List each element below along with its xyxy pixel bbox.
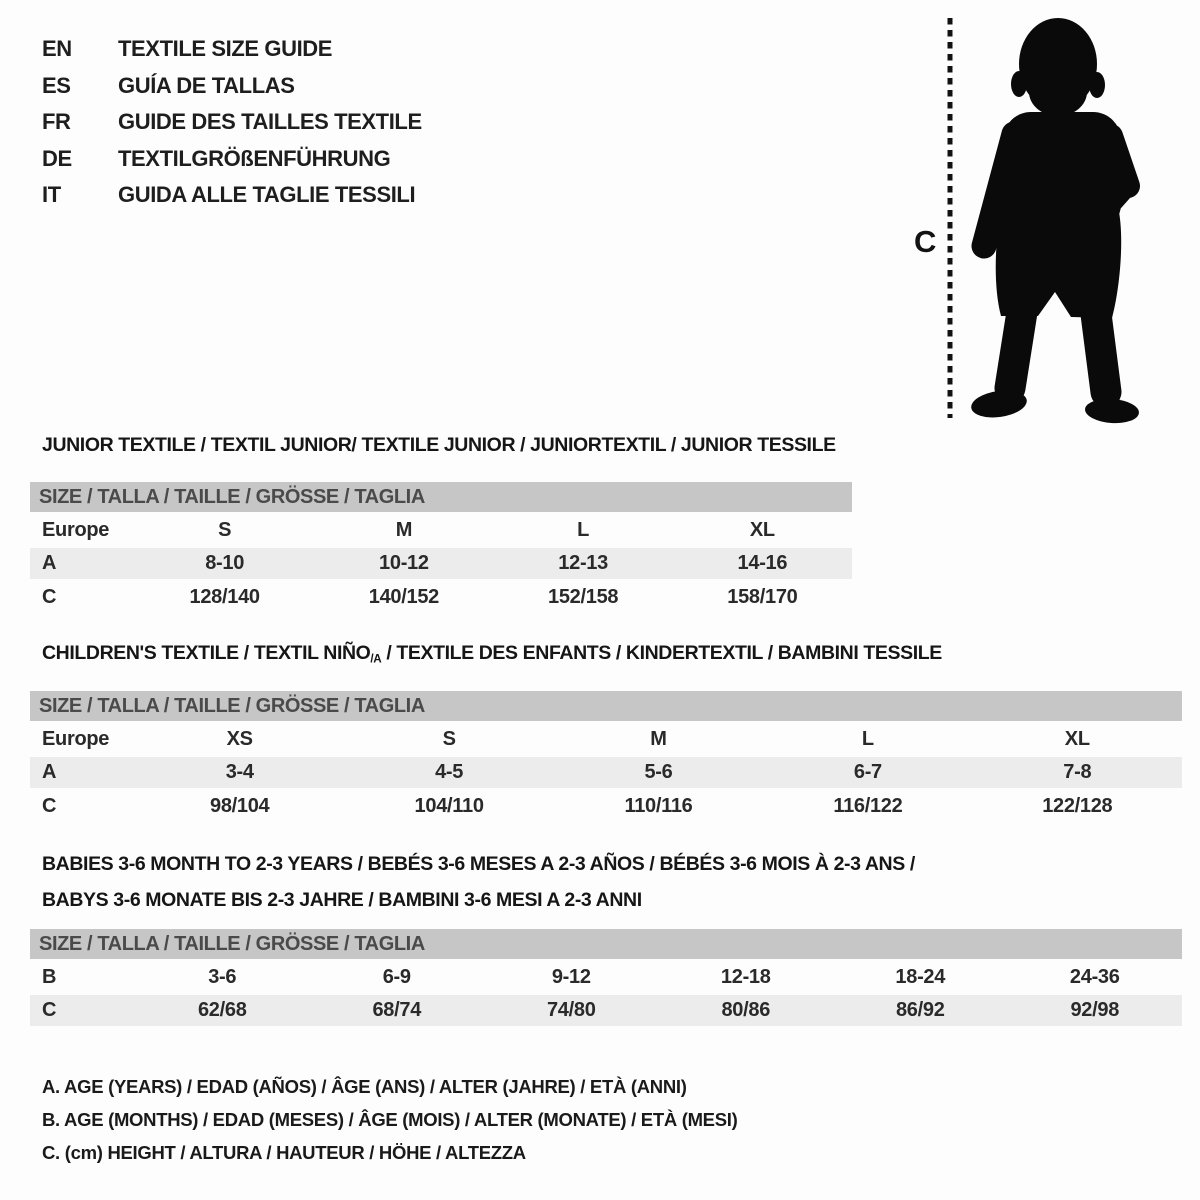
size-cell: 12-13	[558, 552, 608, 574]
babies-size-table	[30, 929, 1182, 1028]
row-label: B	[42, 965, 57, 988]
size-cell: 7-8	[1063, 761, 1092, 783]
language-title: GUIDA ALLE TAGLIE TESSILI	[118, 182, 416, 208]
size-header-band	[30, 929, 1182, 959]
children-section-heading	[42, 642, 942, 666]
size-column-header: L	[577, 518, 590, 541]
size-cell: 4-5	[435, 761, 464, 783]
size-cell: 12-18	[720, 965, 771, 988]
height-measure-label: C	[914, 224, 937, 259]
children-heading-post: / TEXTILE DES ENFANTS / KINDERTEXTIL / BAMBINI TESSILE	[381, 642, 942, 664]
table-row	[30, 581, 852, 613]
language-title: TEXTILGRÖßENFÜHRUNG	[118, 145, 391, 171]
language-row	[42, 141, 422, 178]
children-heading-sub: /A	[370, 652, 382, 666]
size-header-band	[30, 482, 852, 512]
size-cell: 14-16	[737, 552, 788, 574]
size-cell: 104/110	[414, 794, 484, 817]
row-label: C	[42, 999, 57, 1021]
size-cell: 62/68	[197, 999, 247, 1021]
language-row	[42, 68, 422, 105]
size-cell: 92/98	[1070, 999, 1120, 1021]
language-code: DE	[42, 145, 72, 171]
table-row	[30, 790, 1182, 822]
size-cell: 140/152	[368, 585, 439, 608]
language-title: TEXTILE SIZE GUIDE	[118, 36, 333, 62]
size-cell: 18-24	[895, 965, 946, 988]
junior-section-heading: JUNIOR TEXTILE / TEXTIL JUNIOR/ TEXTILE JUNIOR / JUNIORTEXTIL / JUNIOR TESSILE	[42, 434, 836, 456]
language-title: GUÍA DE TALLAS	[118, 72, 295, 98]
row-label: A	[42, 761, 57, 783]
table-header-row	[30, 514, 852, 546]
size-cell: 122/128	[1042, 794, 1113, 817]
size-cell: 3-4	[225, 761, 254, 783]
size-header-label: SIZE / TALLA / TAILLE / GRÖSSE / TAGLIA	[39, 485, 425, 508]
baby-height-figure	[900, 0, 1200, 430]
size-header-band	[30, 691, 1182, 721]
size-cell: 5-6	[644, 761, 673, 783]
language-title: GUIDE DES TAILLES TEXTILE	[118, 109, 422, 135]
table-row	[30, 961, 1182, 993]
table-row	[30, 548, 852, 579]
size-cell: 158/170	[727, 585, 798, 608]
table-row	[30, 757, 1182, 788]
children-heading-pre: CHILDREN'S TEXTILE / TEXTIL NIÑO	[42, 642, 371, 664]
row-label: C	[42, 585, 57, 608]
language-row	[42, 104, 422, 141]
size-column-header: L	[861, 727, 874, 750]
region-label: Europe	[42, 727, 110, 750]
size-header-label: SIZE / TALLA / TAILLE / GRÖSSE / TAGLIA	[39, 932, 425, 955]
babies-heading-line2: BABYS 3-6 MONATE BIS 2-3 JAHRE / BAMBINI 3-6 MESI A 2-3 ANNI	[42, 889, 642, 911]
legend-line-a: A. AGE (YEARS) / EDAD (AÑOS) / ÂGE (ANS) / ALTER (JAHRE) / ETÀ (ANNI)	[42, 1076, 687, 1097]
row-label: A	[42, 552, 57, 574]
table-row	[30, 995, 1182, 1026]
size-cell: 8-10	[205, 552, 245, 574]
size-cell: 80/86	[721, 999, 771, 1021]
junior-size-table	[30, 482, 852, 613]
size-column-header: S	[218, 518, 232, 541]
language-code: IT	[42, 182, 61, 208]
size-cell: 98/104	[210, 794, 270, 817]
size-column-header: XS	[226, 727, 253, 750]
size-cell: 128/140	[189, 585, 260, 608]
size-column-header: M	[395, 518, 413, 541]
language-code: EN	[42, 36, 72, 62]
size-cell: 6-7	[853, 761, 882, 783]
size-cell: 10-12	[379, 552, 429, 574]
children-size-table	[30, 691, 1182, 822]
size-cell: 3-6	[208, 965, 237, 988]
legend-line-c: C. (cm) HEIGHT / ALTURA / HAUTEUR / HÖHE / ALTEZZA	[42, 1142, 526, 1163]
language-code: ES	[42, 72, 71, 98]
size-cell: 152/158	[548, 585, 619, 608]
size-column-header: XL	[749, 518, 775, 541]
region-label: Europe	[42, 518, 110, 541]
size-cell: 9-12	[551, 965, 591, 988]
language-row	[42, 31, 422, 68]
size-column-header: XL	[1064, 727, 1090, 750]
size-column-header: M	[650, 727, 667, 750]
size-cell: 110/116	[624, 794, 693, 817]
legend-line-b: B. AGE (MONTHS) / EDAD (MESES) / ÂGE (MOIS) / ALTER (MONATE) / ETÀ (MESI)	[42, 1109, 738, 1130]
babies-heading-line1: BABIES 3-6 MONTH TO 2-3 YEARS / BEBÉS 3-6 MESES A 2-3 AÑOS / BÉBÉS 3-6 MOIS À 2-3 ANS /	[42, 853, 915, 875]
size-header-label: SIZE / TALLA / TAILLE / GRÖSSE / TAGLIA	[39, 694, 425, 717]
language-title-block	[42, 31, 422, 214]
toddler-silhouette	[969, 18, 1139, 425]
size-cell: 6-9	[382, 965, 411, 988]
size-column-header: S	[442, 727, 456, 750]
legend-block	[42, 1070, 737, 1169]
language-code: FR	[42, 109, 71, 135]
row-label: C	[42, 794, 57, 817]
size-cell: 116/122	[833, 794, 903, 817]
table-header-row	[30, 723, 1182, 755]
size-cell: 24-36	[1069, 965, 1120, 988]
size-cell: 86/92	[895, 999, 945, 1021]
size-cell: 74/80	[546, 999, 596, 1021]
language-row	[42, 177, 422, 214]
babies-section-heading	[42, 846, 915, 918]
size-cell: 68/74	[372, 999, 422, 1021]
